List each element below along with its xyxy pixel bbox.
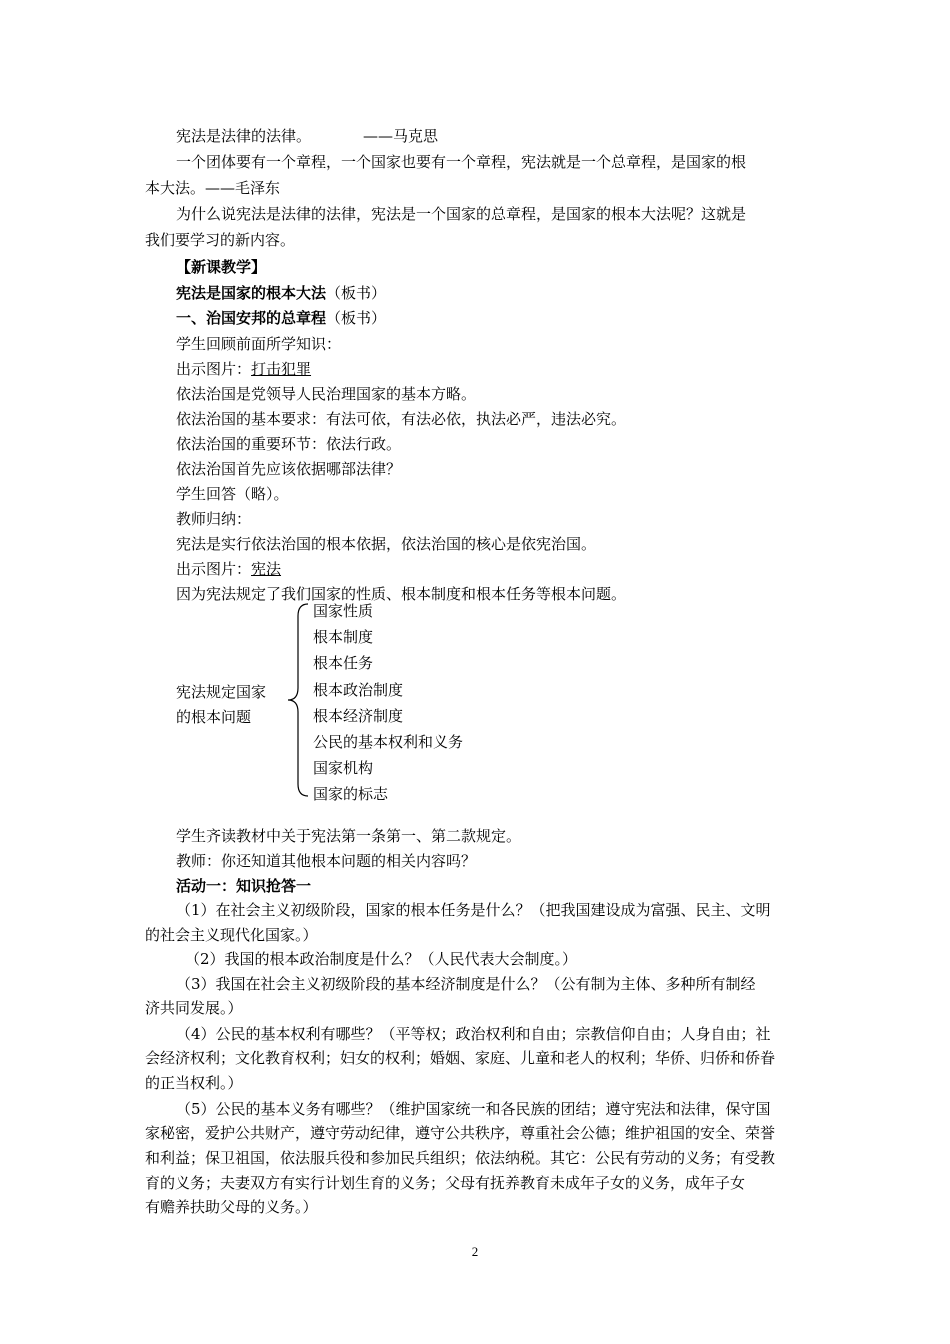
show-image-1: 出示图片：打击犯罪 — [176, 360, 312, 378]
qa-line: （5）公民的基本义务有哪些？（维护国家统一和各民族的团结；遵守宪法和法律，保守国 — [176, 1100, 771, 1118]
image-link-constitution[interactable]: 宪法 — [251, 560, 282, 578]
intro-line1: 为什么说宪法是法律的法律，宪法是一个国家的总章程，是国家的根本大法呢？这就是 — [176, 205, 747, 223]
quote-mao-line1: 一个团体要有一个章程，一个国家也要有一个章程，宪法就是一个总章程，是国家的根 — [176, 153, 747, 171]
paragraph: 教师：你还知道其他根本问题的相关内容吗？ — [176, 852, 477, 870]
paragraph: 依法治国是党领导人民治理国家的基本方略。 — [176, 385, 477, 403]
image-link-crime[interactable]: 打击犯罪 — [251, 360, 312, 378]
paragraph: 因为宪法规定了我们国家的性质、根本制度和根本任务等根本问题。 — [176, 585, 627, 603]
diagram-item: 公民的基本权利和义务 — [313, 733, 464, 751]
show-image-2: 出示图片：宪法 — [176, 560, 282, 578]
diagram-left-line1: 宪法规定国家 — [176, 683, 267, 701]
diagram-item: 根本政治制度 — [313, 681, 404, 699]
qa-line: （4）公民的基本权利有哪些？（平等权；政治权利和自由；宗教信仰自由；人身自由；社 — [176, 1025, 771, 1043]
qa-line: 济共同发展。） — [145, 999, 243, 1017]
paragraph: 教师归纳： — [176, 510, 252, 528]
paragraph: 学生回答（略）。 — [176, 485, 289, 503]
qa-line: 育的义务；夫妻双方有实行计划生育的义务；父母有抚养教育未成年子女的义务，成年子女 — [145, 1174, 746, 1192]
activity-heading: 活动一：知识抢答一 — [176, 877, 312, 895]
paragraph: 依法治国的基本要求：有法可依，有法必依，执法必严，违法必究。 — [176, 410, 627, 428]
qa-line: （3）我国在社会主义初级阶段的基本经济制度是什么？（公有制为主体、多种所有制经 — [176, 975, 756, 993]
diagram-item: 根本制度 — [313, 628, 374, 646]
subtopic-heading: 一、治国安邦的总章程（板书） — [176, 309, 387, 327]
curly-brace — [284, 600, 314, 798]
diagram-item: 国家的标志 — [313, 785, 389, 803]
diagram-item: 国家性质 — [313, 602, 374, 620]
section-title: 【新课教学】 — [176, 258, 267, 276]
quote-mao-line2: 本大法。——毛泽东 — [145, 179, 281, 197]
qa-line: 的社会主义现代化国家。） — [145, 926, 318, 944]
qa-line: （1）在社会主义初级阶段，国家的根本任务是什么？（把我国建设成为富强、民主、文明 — [176, 901, 771, 919]
diagram-item: 根本任务 — [313, 654, 374, 672]
diagram-item: 国家机构 — [313, 759, 374, 777]
diagram-item: 根本经济制度 — [313, 707, 404, 725]
qa-line: 家秘密，爱护公共财产，遵守劳动纪律，遵守公共秩序，尊重社会公德；维护祖国的安全、荣誉 — [145, 1124, 776, 1142]
qa-line: 会经济权利；文化教育权利；妇女的权利；婚姻、家庭、儿童和老人的权利；华侨、归侨和侨眷 — [145, 1049, 776, 1067]
qa-line: 和利益；保卫祖国，依法服兵役和参加民兵组织；依法纳税。其它：公民有劳动的义务；有受教 — [145, 1149, 776, 1167]
topic-heading: 宪法是国家的根本大法（板书） — [176, 284, 387, 302]
diagram-left-line2: 的根本问题 — [176, 708, 252, 726]
paragraph: 依法治国的重要环节：依法行政。 — [176, 435, 402, 453]
paragraph: 宪法是实行依法治国的根本依据，依法治国的核心是依宪治国。 — [176, 535, 597, 553]
qa-line: 有赡养扶助父母的义务。） — [145, 1198, 318, 1216]
intro-line2: 我们要学习的新内容。 — [145, 231, 296, 249]
qa-line: 的正当权利。） — [145, 1074, 243, 1092]
qa-line: （2）我国的根本政治制度是什么？（人民代表大会制度。） — [185, 950, 578, 968]
paragraph: 学生齐读教材中关于宪法第一条第一、第二款规定。 — [176, 827, 522, 845]
paragraph: 依法治国首先应该依据哪部法律？ — [176, 460, 402, 478]
review-text: 学生回顾前面所学知识： — [176, 335, 342, 353]
quote-marx: 宪法是法律的法律。 ——马克思 — [176, 127, 439, 145]
page-number: 2 — [471, 1244, 479, 1259]
